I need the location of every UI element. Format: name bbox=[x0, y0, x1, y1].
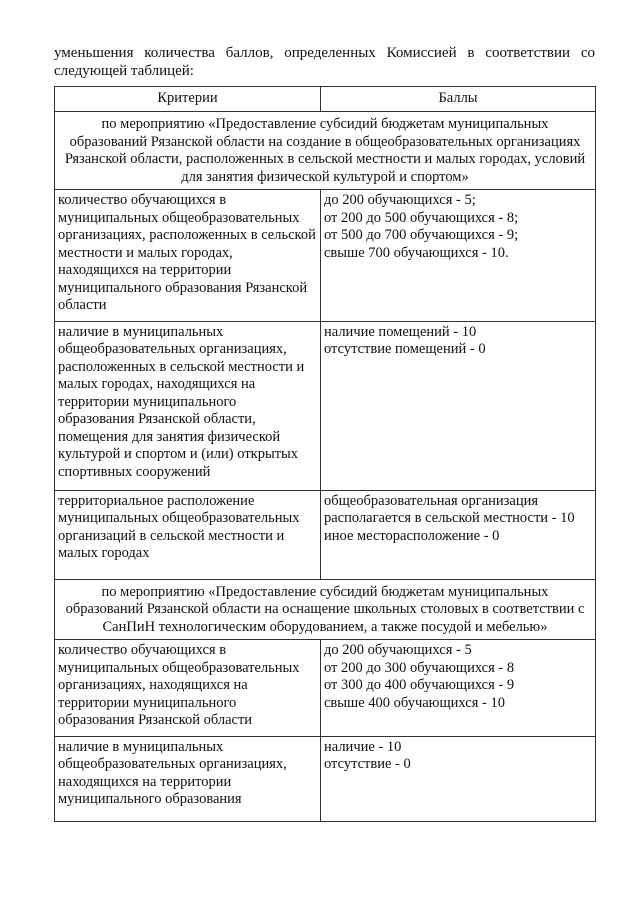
criterion-cell: наличие в муниципальных общеобразовательных организациях, находящихся на территории муниципального образования bbox=[55, 736, 321, 821]
table-row bbox=[55, 190, 596, 322]
section-row-1 bbox=[55, 112, 596, 190]
criteria-table bbox=[54, 86, 596, 822]
intro-paragraph: уменьшения количества баллов, определенных Комиссией в соответствии со следующей таблицей: bbox=[54, 45, 595, 79]
points-cell bbox=[321, 490, 596, 579]
points-line: наличие - 10 bbox=[324, 738, 402, 755]
points-line: до 200 обучающихся - 5; bbox=[324, 192, 476, 208]
section-title-2: по мероприятию «Предоставление субсидий бюджетам муниципальных образований Рязанской области на оснащение школьных столовых в соответствии с СанПиН технологическим оборудованием, а также посудой и мебелью» bbox=[55, 579, 596, 640]
points-line: от 200 до 500 обучающихся - 8; bbox=[324, 209, 519, 226]
points-line: свыше 700 обучающихся - 10. bbox=[324, 244, 509, 261]
table-header-row bbox=[55, 87, 596, 112]
criterion-cell: количество обучающихся в муниципальных общеобразовательных организациях, расположенных в сельской местности и малых городах, находящихся на территории муниципального образования Рязанской области bbox=[55, 190, 321, 322]
table-row bbox=[55, 640, 596, 737]
table-row bbox=[55, 736, 596, 821]
points-line: от 500 до 700 обучающихся - 9; bbox=[324, 227, 519, 243]
points-line: от 200 до 300 обучающихся - 8 bbox=[324, 659, 515, 676]
points-cell bbox=[321, 190, 596, 322]
criterion-cell: наличие в муниципальных общеобразовательных организациях, расположенных в сельской местности и малых городах, находящихся на территории муниципального образования Рязанской области, помещения для занятия физической культурой и спортом и (или) открытых спортивных сооружений bbox=[55, 321, 321, 490]
points-cell bbox=[321, 640, 596, 737]
section-title-1: по мероприятию «Предоставление субсидий бюджетам муниципальных образований Рязанской области на создание в общеобразовательных организациях Рязанской области, расположенных в сельской местности и малых городах, условий для занятия физической культурой и спортом» bbox=[55, 112, 596, 190]
points-line: отсутствие - 0 bbox=[324, 756, 411, 772]
points-line: свыше 400 обучающихся - 10 bbox=[324, 694, 505, 711]
header-criteria: Критерии bbox=[55, 87, 321, 112]
points-cell bbox=[321, 321, 596, 490]
criterion-cell: территориальное расположение муниципальных общеобразовательных организаций в сельской местности и малых городах bbox=[55, 490, 321, 579]
document-page bbox=[54, 44, 595, 822]
points-line: отсутствие помещений - 0 bbox=[324, 341, 486, 357]
points-line: иное месторасположение - 0 bbox=[324, 527, 500, 544]
points-line: общеобразовательная организация располагается в сельской местности - 10 bbox=[324, 492, 575, 526]
points-cell bbox=[321, 736, 596, 821]
table-row bbox=[55, 321, 596, 490]
points-line: до 200 обучающихся - 5 bbox=[324, 642, 472, 658]
table-row bbox=[55, 490, 596, 579]
header-points: Баллы bbox=[321, 87, 596, 112]
points-line: наличие помещений - 10 bbox=[324, 323, 477, 340]
points-line: от 300 до 400 обучающихся - 9 bbox=[324, 677, 515, 693]
criterion-cell: количество обучающихся в муниципальных общеобразовательных организациях, находящихся на территории муниципального образования Рязанской области bbox=[55, 640, 321, 737]
section-row-2 bbox=[55, 579, 596, 640]
